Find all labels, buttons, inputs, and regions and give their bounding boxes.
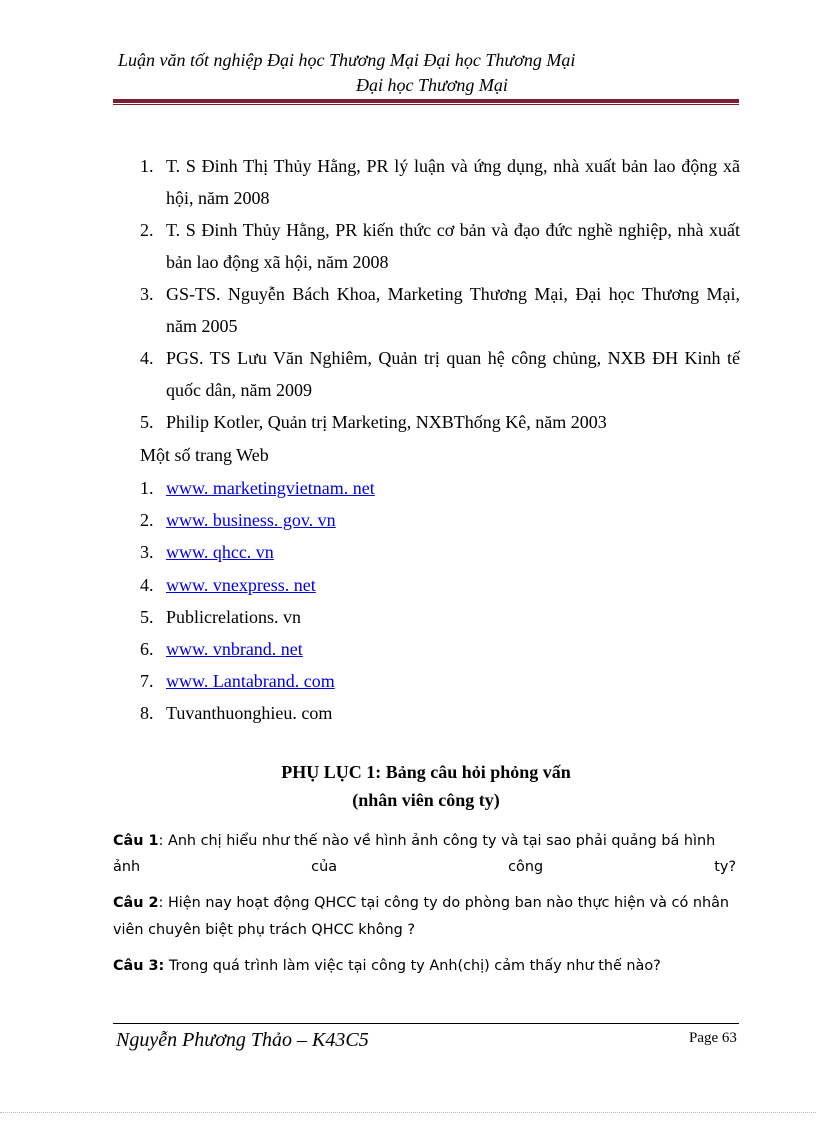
reference-list bbox=[140, 150, 740, 438]
website-link[interactable]: www. marketingvietnam. net bbox=[166, 478, 375, 498]
question-word: ảnh bbox=[113, 859, 141, 875]
reference-item bbox=[140, 342, 740, 406]
footer-author: Nguyễn Phương Thảo – K43C5 bbox=[116, 1029, 369, 1051]
reference-item bbox=[140, 278, 740, 342]
website-number: 2. bbox=[140, 510, 154, 531]
reference-text: T. S Đinh Thị Thủy Hằng, PR lý luận và ứng dụng, nhà xuất bản lao động xã hội, năm 2008 bbox=[166, 156, 740, 208]
appendix-title: PHỤ LỤC 1: Bảng câu hỏi phỏng vấn bbox=[281, 762, 571, 782]
website-item bbox=[140, 633, 375, 665]
website-link[interactable]: www. business. gov. vn bbox=[166, 510, 336, 531]
question-2 bbox=[113, 890, 736, 944]
website-number: 4. bbox=[140, 574, 154, 595]
website-item bbox=[140, 601, 375, 633]
question-1 bbox=[113, 828, 736, 880]
website-item bbox=[140, 472, 375, 504]
reference-number: 4. bbox=[140, 348, 154, 368]
question-label: Câu 2 bbox=[113, 895, 159, 911]
question-text: : Anh chị hiểu như thế nào về hình ảnh công ty và tại sao phải quảng bá hình bbox=[158, 833, 716, 849]
website-item bbox=[140, 697, 375, 729]
website-link[interactable]: www. Lantabrand. com bbox=[166, 671, 335, 692]
question-label: Câu 3: bbox=[113, 958, 165, 974]
website-text: Tuvanthuonghieu. com bbox=[166, 703, 333, 724]
website-link[interactable]: www. qhcc. vn bbox=[166, 542, 274, 563]
reference-item bbox=[140, 214, 740, 278]
question-label: Câu 1 bbox=[113, 833, 159, 849]
reference-text: Philip Kotler, Quản trị Marketing, NXBThống Kê, năm 2003 bbox=[166, 412, 607, 432]
reference-number: 3. bbox=[140, 284, 154, 304]
reference-number: 5. bbox=[140, 412, 154, 432]
website-number: 7. bbox=[140, 671, 154, 692]
reference-text: GS-TS. Nguyễn Bách Khoa, Marketing Thương Mại, Đại học Thương Mại, năm 2005 bbox=[166, 284, 740, 336]
website-item bbox=[140, 504, 375, 536]
website-item bbox=[140, 665, 375, 697]
header-rule-thin bbox=[113, 104, 739, 105]
reference-number: 1. bbox=[140, 156, 154, 176]
page-number: Page 63 bbox=[689, 1030, 737, 1046]
header-title: Luận văn tốt nghiệp Đại học Thương Mại Đại học Thương Mại bbox=[118, 50, 576, 70]
reference-text: PGS. TS Lưu Văn Nghiêm, Quản trị quan hệ công chủng, NXB ĐH Kinh tế quốc dân, năm 2009 bbox=[166, 348, 740, 400]
page-edge bbox=[0, 1112, 816, 1113]
website-link[interactable]: www. vnbrand. net bbox=[166, 639, 303, 660]
reference-text: T. S Đinh Thủy Hằng, PR kiến thức cơ bản và đạo đức nghề nghiệp, nhà xuất bản lao động xã hội, năm 2008 bbox=[166, 220, 740, 272]
question-word: công bbox=[508, 859, 544, 875]
reference-number: 2. bbox=[140, 220, 154, 240]
question-text: Trong quá trình làm việc tại công ty Anh(chị) cảm thấy như thế nào? bbox=[164, 958, 661, 974]
appendix-subtitle: (nhân viên công ty) bbox=[352, 790, 500, 810]
website-number: 3. bbox=[140, 542, 154, 563]
question-word: của bbox=[311, 859, 338, 875]
website-number: 6. bbox=[140, 639, 154, 660]
website-link[interactable]: www. vnexpress. net bbox=[166, 574, 316, 595]
website-number: 1. bbox=[140, 478, 154, 498]
reference-item bbox=[140, 150, 740, 214]
question-1-line2 bbox=[113, 854, 736, 880]
question-text: : Hiện nay hoạt động QHCC tại công ty do phòng ban nào thực hiện và có nhân viên chuyên biệt phụ trách QHCC không ? bbox=[113, 895, 730, 938]
website-item bbox=[140, 569, 375, 601]
question-1-line1 bbox=[113, 828, 736, 854]
footer-rule bbox=[113, 1023, 739, 1024]
question-3 bbox=[113, 954, 736, 978]
reference-item bbox=[140, 406, 740, 438]
header-rule bbox=[113, 99, 739, 103]
header-subtitle: Đại học Thương Mại bbox=[356, 75, 508, 95]
website-text: Publicrelations. vn bbox=[166, 606, 301, 627]
website-number: 8. bbox=[140, 703, 154, 724]
websites-heading: Một số trang Web bbox=[140, 445, 269, 465]
website-item bbox=[140, 536, 375, 568]
website-number: 5. bbox=[140, 606, 154, 627]
question-word: ty? bbox=[714, 859, 736, 875]
website-list bbox=[140, 472, 375, 730]
